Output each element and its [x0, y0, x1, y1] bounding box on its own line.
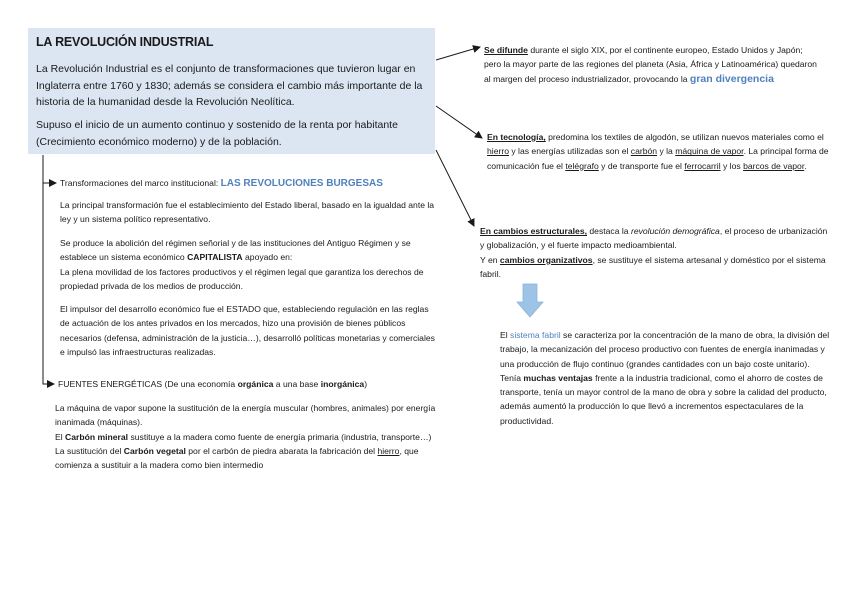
marco-p2-line: La plena movilidad de los factores productivos y el régimen legal que garantiza los derechos de propiedad privada de los medios de producción. [60, 266, 424, 291]
tecnologia-block [487, 130, 837, 173]
fabril-highlight: sistema fabril [510, 330, 561, 340]
difunde-text: durante el siglo XIX, por el continente europeo, Estado Unidos y Japón; pero la mayor parte de las regiones del planeta (Asia, África y Latinoamérica) quedaron al margen del proceso industrializador, provocando la [484, 45, 817, 84]
estructurales-t2: , el proceso de urbanización y globalización, y el fuerte impacto medioambiental. [480, 226, 828, 251]
marco-p2-text: Se produce la abolición del régimen señorial y de las instituciones del Antiguo Régimen y se establece un sistema económico [60, 238, 411, 263]
tecnologia-t1: predomina los textiles de algodón, se utilizan nuevos materiales como el [545, 132, 824, 142]
fuentes-p3-bold: Carbón vegetal [123, 445, 186, 456]
marco-p2-text-2: apoyado en: [242, 252, 293, 263]
fuentes-h-text: FUENTES ENERGÉTICAS (De una economía [58, 379, 238, 389]
fuentes-p2-bold: Carbón mineral [65, 431, 129, 442]
tecnologia-w6: barcos de vapor [743, 160, 805, 171]
estructurales-block [480, 224, 832, 281]
fabril-bold: muchas ventajas [523, 372, 593, 383]
fuentes-heading [58, 377, 438, 391]
intro-paragraph-2: Supuso el inicio de un aumento continuo y sostenido de la renta por habitante (Crecimiento económico moderno) y de la población. [36, 119, 398, 148]
fabril-t4: frente a la industria tradicional, como el ahorro de costes de transporte, tenía un mayor control de la mano de obra y sobre la calidad del producto, además aumentó la producción lo que llevó a incrementos espectaculares de la productividad. [500, 372, 827, 426]
tecnologia-t4: . La principal forma de comunicación fue el [487, 146, 829, 171]
tecnologia-t5: y de transporte fue el [598, 160, 685, 171]
marco-heading [60, 176, 440, 191]
estructurales-lead: En cambios estructurales, [480, 226, 587, 236]
estructurales-t1: destaca la [587, 226, 631, 236]
difunde-lead: Se difunde [484, 45, 528, 55]
fabril-block [500, 328, 840, 428]
estructurales-t4: , se sustituye el sistema artesanal y doméstico por el sistema fabril. [480, 254, 826, 279]
marco-p2-bold: CAPITALISTA [187, 252, 243, 263]
fuentes-paragraph-1: La máquina de vapor supone la sustitución de la energía muscular (hombres, animales) por energía inanimada (máquinas). [55, 403, 436, 428]
tecnologia-w2: carbón [630, 146, 658, 157]
fuentes-h-text-2: a una base [273, 379, 321, 389]
fabril-t3: Tenía [500, 372, 524, 383]
marco-heading-prefix: Transformaciones del marco institucional: [60, 178, 221, 188]
fuentes-p3-text: La sustitución del [55, 445, 124, 456]
marco-paragraph-3: El impulsor del desarrollo económico fue el ESTADO que, estableciendo regulación en las reglas de actuación de los antes privados en los mercados, hizo una provisión de bienes públicos necesarios (defensa, administración de la justicia…), desarrolló políticas monetarias y comerciales e impulsó las infraestructuras realizadas. [60, 304, 435, 357]
tecnologia-w5: ferrocarril [684, 160, 721, 171]
down-arrow-icon [517, 284, 543, 317]
tecnologia-t7: . [804, 160, 807, 171]
arrow-to-tecnologia [436, 106, 482, 138]
fabril-t2: se caracteriza por la concentración de la mano de obra, la división del trabajo, la mecanización del proceso productivo con fuentes de energía inanimadas y una producción de flujo continuo (grandes cantidades con un bajo coste unitario). [500, 330, 830, 369]
estructurales-lead-2: cambios organizativos [499, 254, 593, 265]
fuentes-h-bold-2: inorgánica [320, 379, 365, 389]
fuentes-p3-text-3: , que comienza a sustituir a la madera como bien intermedio [55, 445, 419, 471]
fuentes-h-text-3: ) [364, 379, 368, 389]
estructurales-italic: revolución demográfica [630, 226, 720, 236]
fuentes-h-bold-1: orgánica [237, 379, 274, 389]
fuentes-p3-underline: hierro [377, 445, 400, 456]
difunde-block [484, 43, 820, 86]
marco-paragraph-1: La principal transformación fue el establecimiento del Estado liberal, basado en la igualdad ante la ley y un sistema político representativo. [60, 200, 435, 225]
tecnologia-t6: y los [720, 160, 744, 171]
tecnologia-lead: En tecnología, [487, 132, 546, 142]
arrow-to-marco [43, 155, 56, 183]
marco-paragraph-2 [60, 236, 438, 293]
fuentes-paragraph-2 [55, 430, 437, 444]
arrow-to-fuentes [43, 183, 54, 384]
arrow-to-estructurales [436, 150, 474, 226]
fuentes-p3-text-2: por el carbón de piedra abarata la fabricación del [185, 445, 378, 456]
fuentes-p2-text: El [55, 431, 66, 442]
fuentes-body [55, 401, 437, 472]
difunde-highlight: gran divergencia [689, 72, 774, 85]
intro-paragraph-1: La Revolución Industrial es el conjunto de transformaciones que tuvieron lugar en Inglaterra entre 1760 y 1830; además se considera el cambio más importante de la historia de la humanidad desde la Revolución Neolítica. [36, 63, 423, 108]
fabril-t1: El [500, 330, 511, 340]
page-title: LA REVOLUCIÓN INDUSTRIAL [36, 35, 214, 49]
tecnologia-t3: y la [657, 146, 676, 157]
tecnologia-w4: telégrafo [565, 160, 599, 171]
tecnologia-w1: hierro [487, 146, 509, 157]
fuentes-p2-text-2: sustituye a la madera como fuente de energía primaria (industria, transporte…) [128, 431, 432, 442]
arrow-to-difunde [436, 47, 480, 60]
marco-heading-highlight: LAS REVOLUCIONES BURGESAS [220, 178, 383, 189]
estructurales-t3: Y en [480, 254, 500, 265]
fuentes-paragraph-3 [55, 444, 437, 473]
tecnologia-w3: máquina de vapor [675, 146, 744, 157]
tecnologia-t2: y las energías utilizadas son el [508, 146, 631, 157]
